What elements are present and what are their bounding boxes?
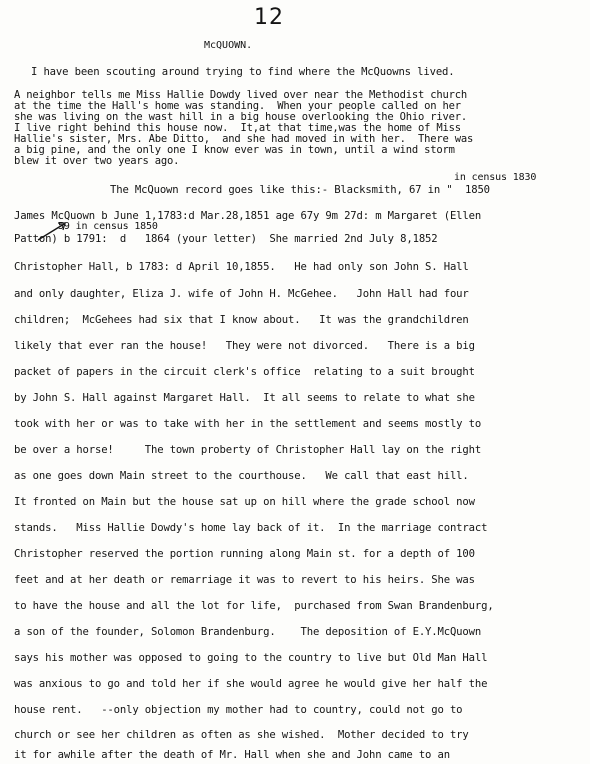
handwritten-correction-mark	[36, 220, 76, 242]
text-line-29: says his mother was opposed to going to the country to live but Old Man Hall	[14, 652, 488, 664]
record-intro-line: The McQuown record goes like this:- Blacksmith, 67 in " 1850	[110, 184, 490, 196]
text-line-6: Hallie's sister, Mrs. Abe Ditto, and she had moved in with her. There was	[14, 133, 474, 145]
text-line-1: I have been scouting around trying to find where the McQuowns lived.	[31, 66, 455, 78]
text-line-2: A neighbor tells me Miss Hallie Dowdy lived over near the Methodist church	[14, 89, 467, 101]
text-line-19: by John S. Hall against Margaret Hall. It all seems to relate to what she	[14, 392, 475, 404]
text-line-james: James McQuown b June 1,1783:d Mar.28,1851 age 67y 9m 27d: m Margaret (Ellen	[14, 210, 482, 222]
text-line-7: a big pine, and the only one I know ever was in town, until a wind storm	[14, 144, 455, 156]
text-line-14: Christopher Hall, b 1783: d April 10,1855. He had only son John S. Hall	[14, 261, 469, 273]
text-line-16: children; McGehees had six that I know about. It was the grandchildren	[14, 314, 469, 326]
document-heading: McQUOWN.	[204, 40, 253, 51]
text-line-15: and only daughter, Eliza J. wife of John H. McGehee. John Hall had four	[14, 288, 469, 300]
census-note-1830: in census 1830	[454, 172, 537, 183]
page-number: 12	[254, 5, 284, 30]
text-line-8: blew it over two years ago.	[14, 155, 180, 167]
text-line-32: church or see her children as often as she wished. Mother decided to try	[14, 729, 469, 741]
text-line-4: she was living on the wast hill in a big house overlooking the Ohio river.	[14, 111, 467, 123]
text-line-33: it for awhile after the death of Mr. Hall when she and John came to an	[14, 749, 450, 761]
text-line-24: stands. Miss Hallie Dowdy's home lay back of it. In the marriage contract	[14, 522, 488, 534]
text-line-17: likely that ever ran the house! They were not divorced. There is a big	[14, 340, 475, 352]
text-line-5: I live right behind this house now. It,at that time,was the home of Miss	[14, 122, 461, 134]
text-line-26: feet and at her death or remarriage it was to revert to his heirs. She was	[14, 574, 475, 586]
text-line-27: to have the house and all the lot for life, purchased from Swan Brandenburg,	[14, 600, 494, 612]
text-line-28: a son of the founder, Solomon Brandenburg. The deposition of E.Y.McQuown	[14, 626, 482, 638]
text-line-3: at the time the Hall's home was standing. When your people called on her	[14, 100, 461, 112]
text-line-23: It fronted on Main but the house sat up on hill where the grade school now	[14, 496, 475, 508]
text-line-30: was anxious to go and told her if she would agree he would give her half the	[14, 678, 488, 690]
text-line-22: as one goes down Main street to the courthouse. We call that east hill.	[14, 470, 469, 482]
text-line-31: house rent. --only objection my mother had to country, could not go to	[14, 704, 463, 716]
text-line-18: packet of papers in the circuit clerk's office relating to a suit brought	[14, 366, 475, 378]
text-line-20: took with her or was to take with her in the settlement and seems mostly to	[14, 418, 482, 430]
census-note-1850: 59 in census 1850	[58, 221, 158, 232]
text-line-25: Christopher reserved the portion running along Main st. for a depth of 100	[14, 548, 475, 560]
text-line-21: be over a horse! The town proberty of Christopher Hall lay on the right	[14, 444, 482, 456]
text-line-patton: Patton) b 1791: d 1864 (your letter) She married 2nd July 8,1852	[14, 233, 438, 245]
